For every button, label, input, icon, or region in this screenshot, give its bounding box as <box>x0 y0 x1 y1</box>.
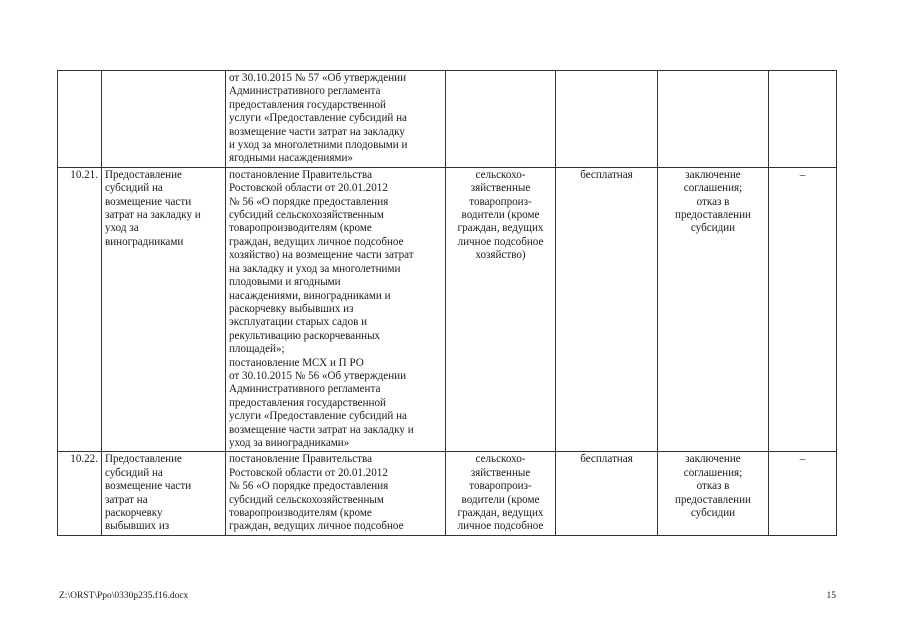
result-cell <box>658 71 769 168</box>
service-cell <box>102 71 226 168</box>
result-line: субсидии <box>690 507 736 519</box>
result-line: отказ в <box>696 480 730 493</box>
basis-line: от 30.10.2015 № 57 «Об утверждении <box>229 72 407 84</box>
basis-line: услуги «Предоставление субсидий на <box>229 410 407 423</box>
service-line: виноградниками <box>105 235 184 248</box>
service-line: Предоставление <box>105 453 182 466</box>
row-number-cell: 10.21. <box>58 167 102 452</box>
basis-line: возмещение части затрат на закладку и <box>229 423 414 436</box>
basis-cell <box>226 452 446 535</box>
recipients-line: зяйственные <box>470 182 531 195</box>
recipients-line: зяйственные <box>470 466 531 479</box>
service-line: затрат на закладку и <box>105 209 201 222</box>
service-line: субсидий на <box>105 182 163 195</box>
recipients-line: товаропроиз- <box>469 195 532 208</box>
result-line: заключение <box>685 453 741 466</box>
service-line: раскорчевку <box>105 507 163 519</box>
result-cell <box>658 167 769 452</box>
basis-line: субсидий сельскохозяйственным <box>229 493 384 506</box>
basis-line: № 56 «О порядке предоставления <box>229 195 389 208</box>
basis-line: постановление МСХ и П РО <box>229 356 364 369</box>
basis-line: раскорчевку выбывших из <box>229 302 354 315</box>
result-line: отказ в <box>696 195 730 208</box>
recipients-line: водители (кроме <box>461 209 540 222</box>
basis-line: от 30.10.2015 № 56 «Об утверждении <box>229 369 407 382</box>
service-cell <box>102 452 226 535</box>
basis-line: на закладку и уход за многолетними <box>229 262 401 275</box>
result-line: соглашения; <box>683 466 743 479</box>
service-line: Предоставление <box>105 168 182 181</box>
recipients-line: личное подсобное <box>457 520 544 533</box>
basis-line: товаропроизводителям (кроме <box>229 222 372 235</box>
table-row <box>58 71 837 168</box>
recipients-line: товаропроиз- <box>469 480 532 493</box>
basis-line: и уход за многолетними плодовыми и <box>229 139 408 152</box>
services-table <box>57 70 837 536</box>
recipients-line: граждан, ведущих <box>457 507 544 519</box>
basis-line: рекультивацию раскорчеванных <box>229 329 381 342</box>
basis-line: граждан, ведущих личное подсобное <box>229 235 404 248</box>
basis-line: услуги «Предоставление субсидий на <box>229 112 407 125</box>
basis-line: Административного регламента <box>229 85 381 98</box>
basis-line: уход за виноградниками» <box>229 436 350 449</box>
basis-line: постановление Правительства <box>229 168 373 181</box>
result-line: предоставлении <box>675 493 751 506</box>
recipients-line: водители (кроме <box>461 493 540 506</box>
row-number-cell <box>58 71 102 168</box>
basis-line: хозяйство) на возмещение части затрат <box>229 249 414 262</box>
recipients-line: хозяйство) <box>475 249 526 262</box>
result-cell <box>658 452 769 535</box>
note-cell: – <box>769 452 837 535</box>
basis-line: постановление Правительства <box>229 453 373 466</box>
recipients-cell <box>446 167 556 452</box>
fee-cell: бесплатная <box>556 452 658 535</box>
recipients-cell <box>446 71 556 168</box>
basis-line: № 56 «О порядке предоставления <box>229 480 389 493</box>
note-cell <box>769 71 837 168</box>
basis-line: площадей»; <box>229 343 285 356</box>
recipients-line: сельскохо- <box>475 453 526 466</box>
service-cell <box>102 167 226 452</box>
basis-line: товаропроизводителям (кроме <box>229 507 372 519</box>
table-row <box>58 452 837 535</box>
service-line: субсидий на <box>105 466 163 479</box>
fee-cell <box>556 71 658 168</box>
recipients-line: сельскохо- <box>475 168 526 181</box>
basis-line: Ростовской области от 20.01.2012 <box>229 466 388 479</box>
note-cell: – <box>769 167 837 452</box>
basis-cell <box>226 71 446 168</box>
result-line: предоставлении <box>675 209 751 222</box>
service-line: выбывших из <box>105 520 170 533</box>
service-line: затрат на <box>105 493 148 506</box>
row-number-cell: 10.22. <box>58 452 102 535</box>
basis-cell <box>226 167 446 452</box>
basis-line: предоставления государственной <box>229 396 386 409</box>
service-line: возмещение части <box>105 195 192 208</box>
basis-line: возмещение части затрат на закладку <box>229 125 405 138</box>
basis-line: граждан, ведущих личное подсобное <box>229 520 404 533</box>
result-line: заключение <box>685 168 741 181</box>
recipients-line: личное подсобное <box>457 235 544 248</box>
file-path: Z:\ORST\Ppo\0330p235.f16.docx <box>59 591 189 601</box>
basis-line: Ростовской области от 20.01.2012 <box>229 182 388 195</box>
basis-line: предоставления государственной <box>229 98 386 111</box>
basis-line: Административного регламента <box>229 383 381 396</box>
fee-cell: бесплатная <box>556 167 658 452</box>
basis-line: эксплуатации старых садов и <box>229 316 368 329</box>
basis-line: субсидий сельскохозяйственным <box>229 209 384 222</box>
basis-line: плодовыми и ягодными <box>229 276 341 289</box>
result-line: соглашения; <box>683 182 743 195</box>
basis-line: ягодными насаждениями» <box>229 152 353 165</box>
service-line: возмещение части <box>105 480 192 493</box>
result-line: субсидии <box>690 222 736 235</box>
page-number: 15 <box>826 591 836 601</box>
recipients-cell <box>446 452 556 535</box>
recipients-line: граждан, ведущих <box>457 222 544 235</box>
basis-line: насаждениями, виноградниками и <box>229 289 391 302</box>
service-line: уход за <box>105 222 139 235</box>
table-row <box>58 167 837 452</box>
